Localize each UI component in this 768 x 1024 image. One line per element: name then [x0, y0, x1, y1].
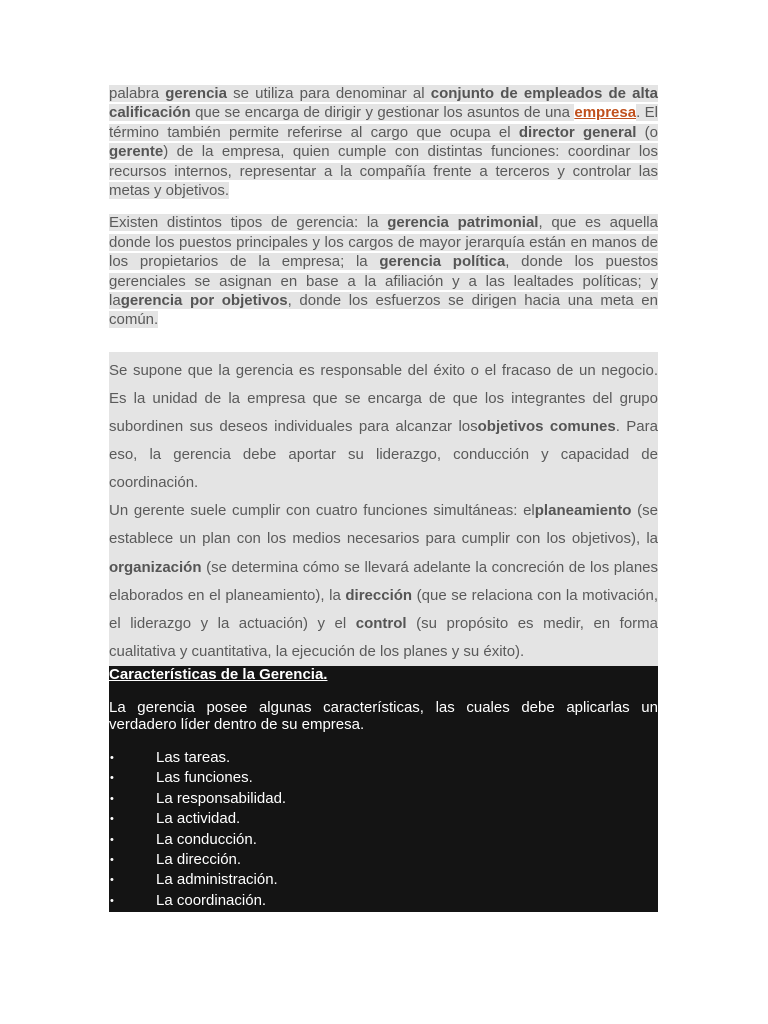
- paragraph-definition: [109, 84, 658, 200]
- section-heading: Características de la Gerencia.: [109, 665, 328, 683]
- list-item-text: La administración.: [156, 871, 278, 889]
- list-item-text: La dirección.: [156, 850, 242, 868]
- bold-term: control: [355, 614, 407, 632]
- bold-term: dirección: [345, 586, 413, 604]
- grey-section: [109, 352, 658, 666]
- bullet-icon: •: [110, 833, 114, 846]
- bold-term: gerencia: [165, 85, 227, 102]
- list-item-text: La actividad.: [156, 810, 241, 828]
- bullet-icon: •: [110, 894, 114, 907]
- paragraph-types: [109, 213, 658, 329]
- text: . El término también permite referirse al cargo que ocupa el: [109, 104, 658, 141]
- bullet-icon: •: [110, 813, 114, 826]
- list-item-text: La coordinación.: [156, 891, 267, 909]
- paragraph-functions: [109, 497, 658, 666]
- list-item-text: Las tareas.: [156, 748, 231, 766]
- list-item-text: La responsabilidad.: [156, 789, 287, 807]
- text: Un gerente suele cumplir con cuatro funciones simultáneas: el: [109, 502, 535, 520]
- list-item: [109, 870, 658, 890]
- text: , donde los puestos gerenciales se asignan en base a la afiliación y a las lealtades políticas; y la: [109, 253, 659, 310]
- text: (se determina cómo se llevará adelante la concreción de los planes elaborados en el planeamiento), la: [109, 558, 658, 604]
- text: (su propósito es medir, en forma cualitativa y cuantitativa, la ejecución de los planes y su éxito).: [109, 614, 659, 660]
- text: Existen distintos tipos de gerencia: la: [109, 214, 388, 232]
- characteristics-intro: La gerencia posee algunas características, las cuales debe aplicarlas un verdadero líder dentro de su empresa.: [109, 698, 658, 733]
- bold-term: objetivos comunes: [477, 418, 616, 436]
- text: (o: [636, 123, 659, 141]
- bullet-icon: •: [110, 792, 114, 805]
- list-item-text: Las funciones.: [156, 769, 253, 787]
- characteristics-list: [109, 748, 658, 911]
- text: . Para eso, la gerencia debe aportar su liderazgo, conducción y capacidad de coordinación.: [109, 418, 658, 492]
- list-item: [109, 891, 658, 911]
- paragraph-responsibility: [109, 357, 658, 497]
- text: palabra: [109, 85, 166, 102]
- bullet-icon: •: [110, 772, 114, 785]
- bold-term: gerente: [109, 143, 164, 161]
- text: (se establece un plan con los medios necesarios para cumplir con los objetivos), la: [109, 502, 658, 548]
- text: se utiliza para denominar al: [226, 85, 431, 102]
- list-item: [109, 789, 658, 809]
- bold-term: planeamiento: [534, 502, 632, 520]
- bold-term: gerencia por objetivos: [120, 292, 288, 310]
- text: , donde los esfuerzos se dirigen hacia una meta en común.: [109, 292, 658, 329]
- bold-term: organización: [109, 558, 202, 576]
- document-page: [109, 84, 658, 912]
- list-item: [109, 748, 658, 768]
- list-item: [109, 809, 658, 829]
- list-item: [109, 830, 658, 850]
- text: Se supone que la gerencia es responsable del éxito o el fracaso de un negocio. Es la unidad de la empresa que se encarga de que los integrantes del grupo subordinen sus deseos individuales para alcanzar los: [109, 361, 658, 436]
- text: que se encarga de dirigir y gestionar los asuntos de una: [190, 104, 575, 122]
- bullet-icon: •: [110, 751, 114, 764]
- list-item: [109, 850, 658, 870]
- text: (que se relaciona con la motivación, el liderazgo y la actuación) y el: [109, 586, 659, 632]
- bold-term: conjunto de empleados de alta calificación: [109, 85, 658, 122]
- bold-term: gerencia política: [379, 253, 506, 271]
- characteristics-section: [109, 666, 658, 912]
- bold-term: gerencia patrimonial: [387, 214, 539, 232]
- text: ) de la empresa, quien cumple con distintas funciones: coordinar los recursos internos, representar a la compañía frente a terceros y controlar las metas y objetivos.: [109, 143, 658, 200]
- empresa-link[interactable]: empresa: [574, 104, 637, 122]
- bullet-icon: •: [110, 874, 114, 887]
- text: , que es aquella donde los puestos principales y los cargos de mayor jerarquía están en manos de los propietarios de la empresa; la: [109, 214, 658, 271]
- list-item-text: La conducción.: [156, 830, 257, 848]
- bold-term: director general: [518, 123, 637, 141]
- list-item: [109, 768, 658, 788]
- bullet-icon: •: [110, 853, 114, 866]
